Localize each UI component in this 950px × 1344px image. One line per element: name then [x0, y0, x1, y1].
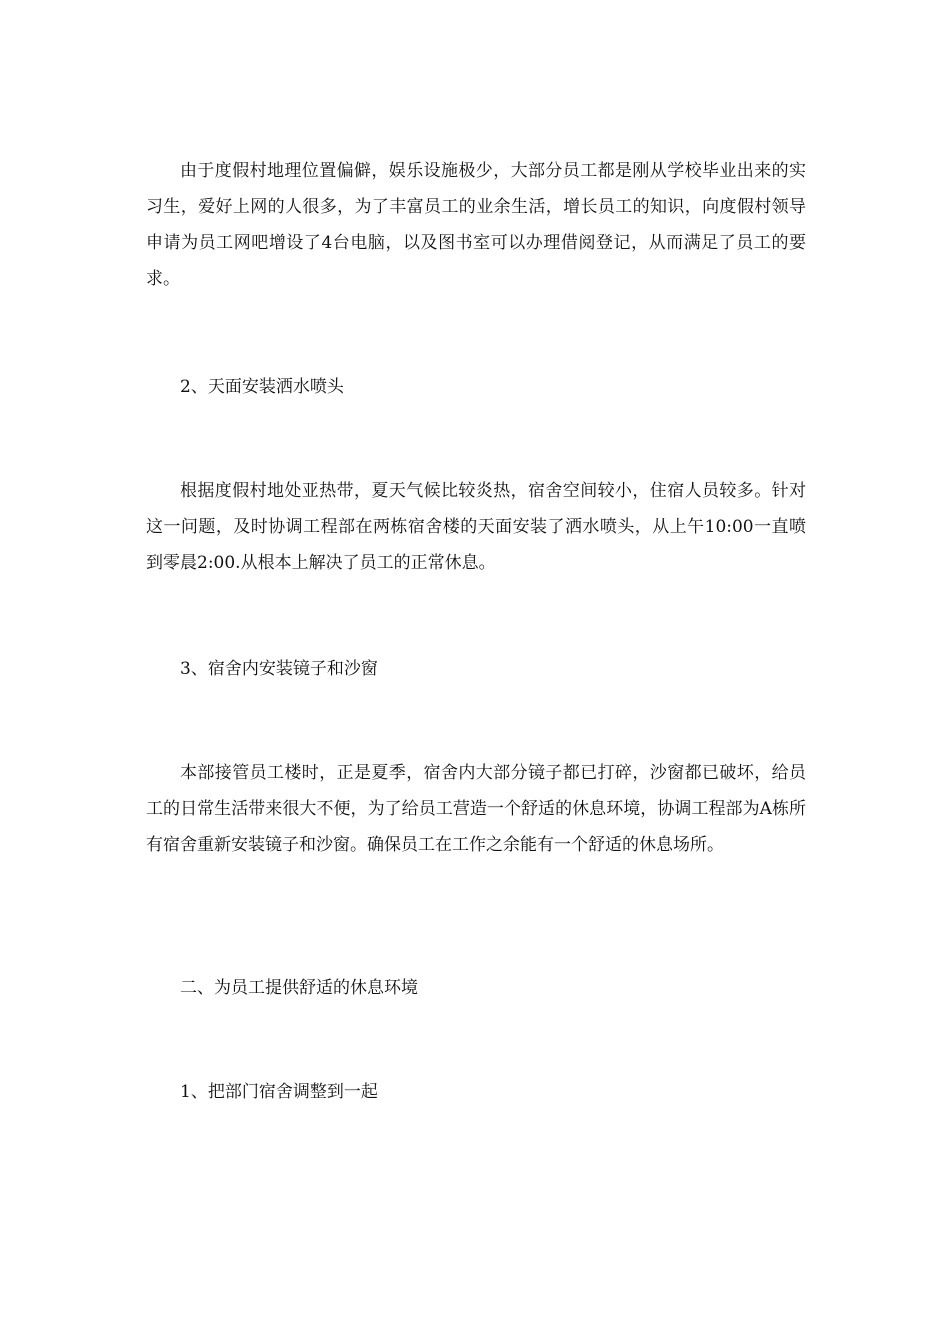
heading-sprinkler: 2、天面安装洒水喷头	[180, 377, 344, 397]
heading-mirrors-screens: 3、宿舍内安装镜子和沙窗	[180, 659, 378, 679]
section-heading-rest-environment: 二、为员工提供舒适的休息环境	[180, 978, 418, 998]
heading-dormitory-adjust: 1、把部门宿舍调整到一起	[180, 1082, 378, 1102]
paragraph-mirrors-screens: 本部接管员工楼时，正是夏季，宿舍内大部分镜子都已打碎，沙窗都已破坏，给员工的日常生活带来很大不便，为了给员工营造一个舒适的休息环境，协调工程部为A栋所有宿舍重新安装镜子和沙窗。确保员工在工作之余能有一个舒适的休息场所。	[146, 763, 806, 855]
paragraph-sprinkler: 根据度假村地处亚热带，夏天气候比较炎热，宿舍空间较小，住宿人员较多。针对这一问题，及时协调工程部在两栋宿舍楼的天面安装了洒水喷头，从上午10:00一直喷到零晨2:00.从根本上解决了员工的正常休息。	[146, 481, 806, 573]
paragraph-entertainment: 由于度假村地理位置偏僻，娱乐设施极少，大部分员工都是刚从学校毕业出来的实习生，爱好上网的人很多，为了丰富员工的业余生活，增长员工的知识，向度假村领导申请为员工网吧增设了4台电脑，以及图书室可以办理借阅登记，从而满足了员工的要求。	[146, 161, 806, 289]
